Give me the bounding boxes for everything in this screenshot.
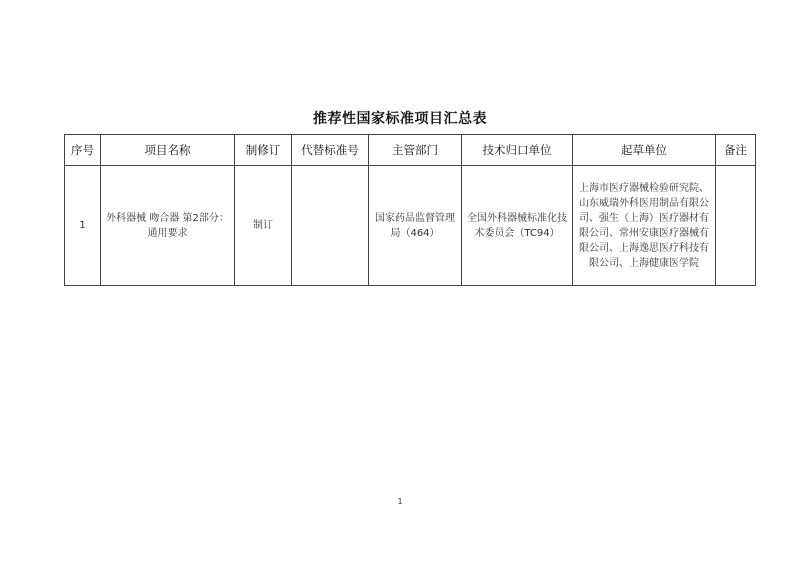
cell-project-name: 外科器械 吻合器 第2部分：通用要求 [101,166,235,286]
table-header-row [65,135,756,166]
project-summary-table [64,134,756,286]
cell-index: 1 [65,166,101,286]
header-drafting-units: 起草单位 [573,135,716,166]
page-number: 1 [397,497,403,506]
cell-competent-department: 国家药品监督管理局（464） [369,166,462,286]
cell-drafting-units: 上海市医疗器械检验研究院、山东威瑞外科医用制品有限公司、强生（上海）医疗器材有限公司、常州安康医疗器械有限公司、上海逸思医疗科技有限公司、上海健康医学院 [573,166,716,286]
header-technical-committee: 技术归口单位 [462,135,573,166]
header-competent-department: 主管部门 [369,135,462,166]
header-index: 序号 [65,135,101,166]
table-row [65,166,756,286]
header-replaced-standard: 代替标准号 [292,135,369,166]
document-title: 推荐性国家标准项目汇总表 [313,111,487,127]
header-revision-type: 制修订 [235,135,292,166]
header-project-name: 项目名称 [101,135,235,166]
cell-revision-type: 制订 [235,166,292,286]
cell-technical-committee: 全国外科器械标准化技术委员会（TC94） [462,166,573,286]
header-remarks: 备注 [716,135,756,166]
cell-remarks [716,166,756,286]
cell-replaced-standard [292,166,369,286]
